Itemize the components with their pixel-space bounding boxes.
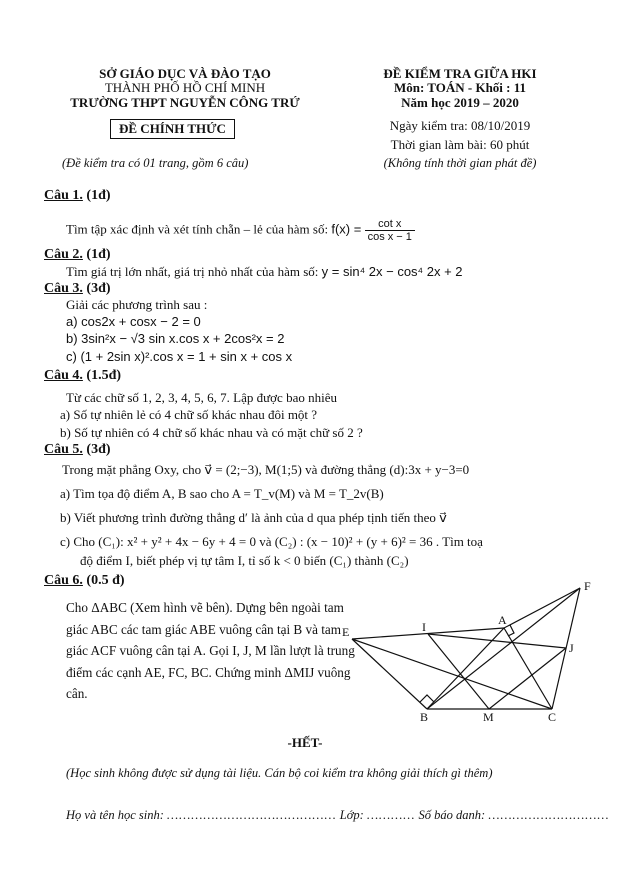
right-angle-mark-A	[508, 625, 514, 636]
segment-E-C	[352, 639, 552, 709]
question-5-part-c-line1: c) Cho (C₁): x² + y² + 4x − 6y + 4 = 0 và (C₂) : (x − 10)² + (y + 6)² = 36 . Tìm toạ	[60, 534, 483, 549]
segment-E-B	[352, 639, 427, 709]
question-5-part-a: a) Tìm tọa độ điểm A, B sao cho A = T_v(M) và M = T_2v(B)	[60, 486, 384, 501]
student-id-label: Số báo danh:	[418, 808, 486, 822]
segment-A-C	[504, 628, 552, 709]
question-1-numerator: cot x	[365, 218, 415, 231]
city-name: THÀNH PHỐ HỒ CHÍ MINH	[104, 80, 266, 95]
question-4-part-a: a) Số tự nhiên lẻ có 4 chữ số khác nhau đôi một ?	[60, 407, 318, 422]
question-4-heading	[44, 368, 121, 384]
geometry-figure	[340, 576, 600, 726]
question-5-intro: Trong mặt phẳng Oxy, cho v⃗ = (2;−3), M(1;5) và đường thẳng (d):3x + y−3=0	[62, 462, 470, 477]
department-name: SỞ GIÁO DỤC VÀ ĐÀO TẠO	[99, 66, 271, 81]
point-label-E: E	[342, 625, 350, 639]
point-label-J: J	[569, 641, 574, 655]
question-4-points: (1.5đ)	[86, 368, 122, 383]
segment-B-F	[427, 588, 580, 709]
point-label-A: A	[498, 613, 507, 627]
question-2-heading	[44, 247, 111, 263]
question-5-points: (3đ)	[86, 442, 111, 457]
point-label-C: C	[548, 710, 557, 724]
exam-page-note: (Đề kiểm tra có 01 trang, gồm 6 câu)	[62, 156, 249, 170]
question-2-formula: y = sin⁴ 2x − cos⁴ 2x + 2	[321, 264, 463, 279]
student-name-label: Họ và tên học sinh:	[66, 808, 164, 822]
question-3-intro: Giải các phương trình sau :	[66, 297, 208, 312]
question-5-part-b: b) Viết phương trình đường thẳng d′ là ảnh của d qua phép tịnh tiến theo v⃗	[60, 510, 447, 525]
exam-date: Ngày kiểm tra: 08/10/2019	[389, 118, 531, 133]
segment-E-A	[352, 628, 504, 639]
question-4-part-b: b) Số tự nhiên có 4 chữ số khác nhau và có mặt chữ số 2 ?	[60, 425, 363, 440]
question-2-label: Câu 2.	[44, 247, 83, 262]
school-year: Năm học 2019 – 2020	[401, 95, 519, 110]
point-label-F: F	[584, 579, 591, 593]
question-2-text: Tìm giá trị lớn nhất, giá trị nhỏ nhất của hàm số:	[66, 264, 319, 279]
segment-A-F	[504, 588, 580, 628]
question-6-text: Cho ΔABC (Xem hình vẽ bên). Dựng bên ngoài tam giác ABC các tam giác ABE vuông cân tại B và tam giác ACF vuông cân tại A. Gọi I, J, M lần lượt là trung điểm các cạnh AE, FC, BC. Chứng minh ΔMIJ vuông cân.	[66, 600, 355, 701]
question-5-heading	[44, 442, 111, 458]
exam-subject: Môn: TOÁN - Khối : 11	[393, 80, 527, 95]
student-info-line	[66, 808, 609, 823]
question-1-text: Tìm tập xác định và xét tính chẵn – lẻ của hàm số:	[66, 221, 329, 237]
right-angle-mark-B	[420, 695, 434, 702]
duration-note: (Không tính thời gian phát đề)	[383, 156, 537, 170]
proctor-note: (Học sinh không được sử dụng tài liệu. Cán bộ coi kiểm tra không giải thích gì thêm)	[66, 766, 493, 780]
school-name: TRƯỜNG THPT NGUYỄN CÔNG TRỨ	[70, 95, 300, 110]
question-2-points: (1đ)	[86, 247, 111, 262]
question-3-label: Câu 3.	[44, 281, 83, 296]
point-label-B: B	[420, 710, 429, 724]
question-3-heading	[44, 281, 111, 297]
question-1-denominator: cos x − 1	[367, 231, 412, 243]
student-id-field[interactable]: …………………………	[488, 808, 610, 822]
end-marker: -HẾT-	[287, 735, 323, 750]
exam-title: ĐỀ KIỂM TRA GIỮA HKI	[383, 66, 537, 81]
point-label-I: I	[422, 620, 426, 634]
question-6-points: (0.5 đ)	[86, 573, 125, 588]
student-name-field[interactable]: ……………………………………	[167, 808, 337, 822]
question-6-heading	[44, 573, 125, 589]
question-1-label: Câu 1.	[44, 188, 83, 203]
question-3-part-a: a) cos2x + cosx − 2 = 0	[66, 314, 201, 329]
question-4-label: Câu 4.	[44, 368, 83, 383]
question-1-heading	[44, 188, 111, 204]
official-stamp: ĐỀ CHÍNH THỨC	[110, 119, 235, 139]
question-1-fraction	[365, 218, 415, 243]
class-label: Lớp:	[339, 808, 364, 822]
question-3-points: (3đ)	[86, 281, 111, 296]
question-1-formula-lhs: f(x) =	[331, 221, 362, 237]
question-6-label: Câu 6.	[44, 573, 83, 588]
class-field[interactable]: …………	[366, 808, 416, 822]
question-2-body	[66, 264, 463, 280]
question-5-label: Câu 5.	[44, 442, 83, 457]
question-1-points: (1đ)	[86, 188, 111, 203]
question-1-body	[66, 218, 415, 243]
question-3-part-b: b) 3sin²x − √3 sin x.cos x + 2cos²x = 2	[66, 331, 285, 346]
question-4-intro: Từ các chữ số 1, 2, 3, 4, 5, 6, 7. Lập được bao nhiêu	[66, 390, 337, 405]
exam-duration: Thời gian làm bài: 60 phút	[390, 137, 530, 152]
question-3-part-c: c) (1 + 2sin x)².cos x = 1 + sin x + cos x	[66, 349, 293, 364]
point-label-M: M	[483, 710, 494, 724]
question-5-part-c-line2: độ điểm I, biết phép vị tự tâm I, tỉ số k < 0 biến (C₁) thành (C₂)	[80, 553, 409, 568]
